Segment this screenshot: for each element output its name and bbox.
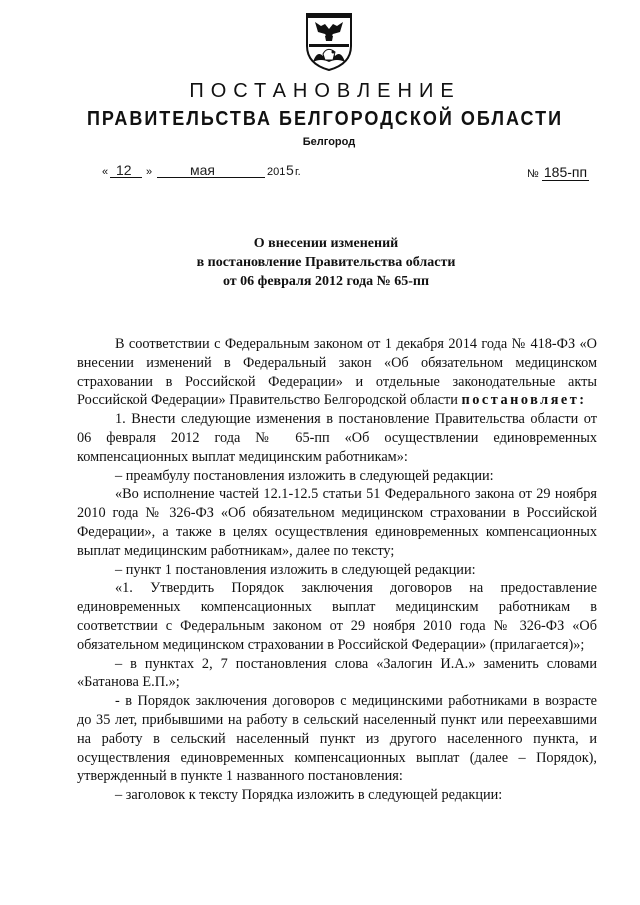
date-day: 12 xyxy=(116,162,132,178)
subject-line-1: О внесении изменений xyxy=(253,236,399,251)
paragraph-heading-change: – заголовок к тексту Порядка изложить в следующей редакции: xyxy=(115,787,503,804)
subject-line-2: в постановление Правительства области xyxy=(196,255,456,270)
subject-line-3: от 06 февраля 2012 года № 65-пп xyxy=(222,274,430,289)
document-number xyxy=(527,164,589,180)
city-name: Белгород xyxy=(302,136,356,148)
preamble-text: В соответствии с Федеральным законом от 1 декабря 2014 года № 418-ФЗ «О внесении изменений в Федеральный закон «Об обязательном медицинском страховании в Российской Федерации» и отдельные законодательные акты Российской Федерации» Правительство Белгородской области xyxy=(77,336,597,409)
paragraph-preamble-new-text: «Во исполнение частей 12.1-12.5 статьи 51 Федерального закона от 29 ноября 2010 года № 326-ФЗ «Об обязательном медицинском страховании в Российской Федерации», а также в целях осуществления единовременных компенсационных выплат медицинским работникам», далее по тексту; xyxy=(77,486,597,559)
paragraph-name-replacement: – в пунктах 2, 7 постановления слова «Залогин И.А.» заменить словами «Батанова Е.П.»; xyxy=(77,655,597,691)
date-open-quote: « xyxy=(102,166,109,178)
date-close-quote: » xyxy=(146,166,153,178)
paragraph-preamble-change: – преамбулу постановления изложить в следующей редакции: xyxy=(115,467,494,484)
date-year-suffix: 5 xyxy=(286,162,294,178)
document-body xyxy=(77,335,597,805)
belgorod-coat-of-arms-icon xyxy=(303,12,355,72)
paragraph-item-1: 1. Внести следующие изменения в постановление Правительства области от 06 февраля 2012 года № 65-пп «Об осуществлении единовременных компенсационных выплат медицинским работникам»: xyxy=(77,411,597,465)
paragraph-procedure-changes: - в Порядок заключения договоров с медицинскими работниками в возрасте до 35 лет, прибывшими на работу в сельский населенный пункт или переехавшими на работу в сельский населенный пункт из другого населенного пункта, и осуществления единовременных компенсационных выплат (далее – Порядок), утвержденный в пункте 1 названного постановления: xyxy=(77,693,597,785)
document-type-title: ПОСТАНОВЛЕНИЕ xyxy=(189,80,461,102)
number-value: 185-пп xyxy=(543,164,588,180)
date-year-prefix: 201 xyxy=(267,166,286,178)
paragraph-point-1-new-text: «1. Утвердить Порядок заключения договоров на предоставление единовременных компенсационных выплат медицинским работникам в соответствии с Федеральным законом от 29 ноября 2010 года № 326-ФЗ «Об обязательном медицинском страховании в Российской Федерации» (прилагается)»; xyxy=(77,580,597,653)
date-month: мая xyxy=(190,162,215,178)
date-year-abbr: г. xyxy=(295,166,301,178)
issuing-authority: ПРАВИТЕЛЬСТВА БЕЛГОРОДСКОЙ ОБЛАСТИ xyxy=(86,106,564,130)
document-date xyxy=(102,162,582,182)
paragraph-point-1-change: – пункт 1 постановления изложить в следующей редакции: xyxy=(115,561,476,578)
decree-word: постановляет: xyxy=(461,392,587,409)
document-subject xyxy=(0,234,640,291)
paragraph-preamble xyxy=(77,335,597,410)
number-label: № xyxy=(527,168,539,180)
